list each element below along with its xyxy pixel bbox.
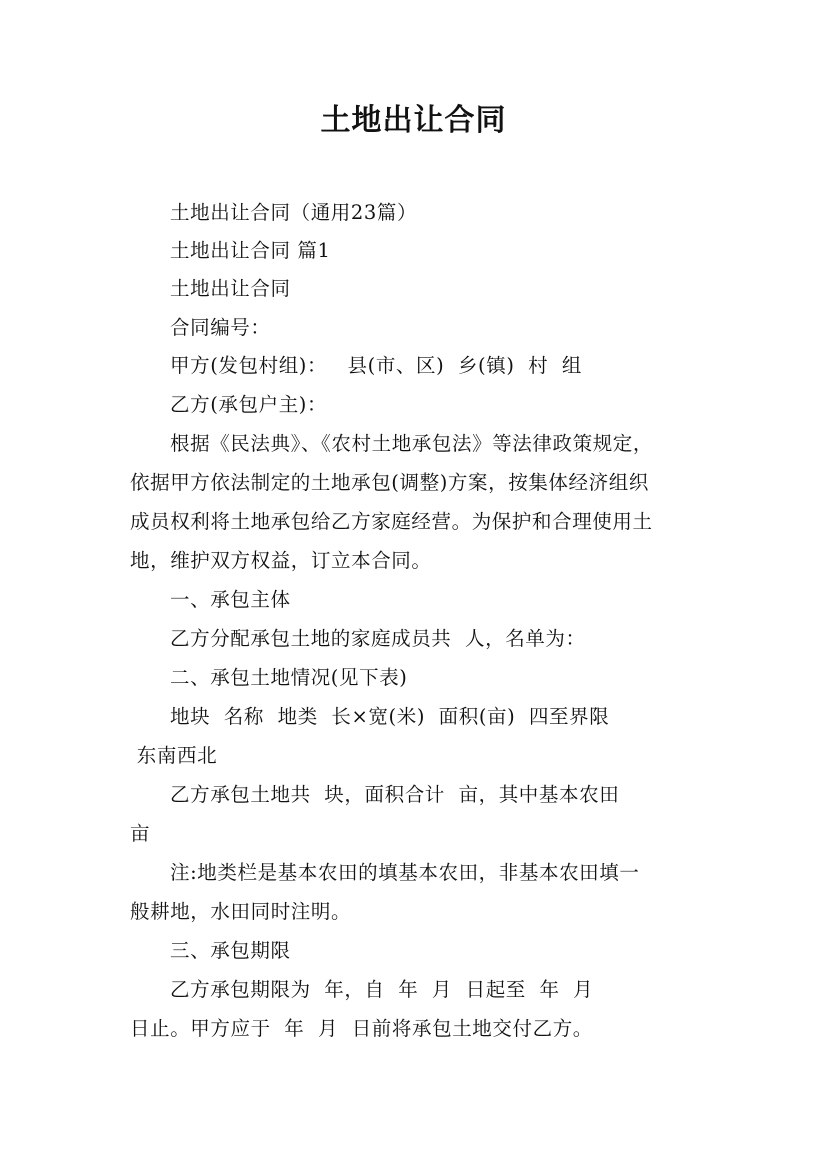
doc-line-party-b: 乙方(承包户主)： [170,393,328,416]
doc-line-paragraph: 根据《民法典》、《农村土地承包法》等法律政策规定， [170,432,654,455]
doc-line-subtitle: 土地出让合同（通用23篇） [170,201,418,224]
doc-line-article-heading: 土地出让合同 篇1 [170,239,331,262]
doc-line-contract-number: 合同编号： [170,316,271,339]
doc-line-paragraph: 地，维护双方权益，订立本合同。 [130,549,432,572]
doc-line-paragraph: 日止。甲方应于 年 月 日前将承包土地交付乙方。 [130,1017,593,1040]
doc-line-table-header: 东南西北 [130,744,218,767]
doc-line-section-heading: 二、承包土地情况(见下表) [170,666,408,689]
doc-line-note: 般耕地，水田同时注明。 [130,900,352,923]
document-title: 土地出让合同 [320,103,507,138]
doc-line-contract-name: 土地出让合同 [170,277,291,300]
doc-line-paragraph: 乙方承包土地共 块，面积合计 亩，其中基本农田 [170,783,620,806]
doc-line-note: 注:地类栏是基本农田的填基本农田，非基本农田填一 [170,861,640,884]
doc-line-paragraph: 乙方分配承包土地的家庭成员共 人，名单为： [170,627,586,650]
doc-line-section-heading: 一、承包主体 [170,588,291,611]
doc-line-table-header: 地块 名称 地类 长×宽(米) 面积(亩) 四至界限 [170,705,610,728]
doc-line-paragraph: 乙方承包期限为 年，自 年 月 日起至 年 月 [170,978,594,1001]
doc-line-party-a: 甲方(发包村组)： 县(市、区) 乡(镇) 村 组 [170,354,582,377]
doc-line-paragraph: 亩 [130,822,151,845]
doc-line-section-heading: 三、承包期限 [170,939,291,962]
doc-line-paragraph: 依据甲方依法制定的土地承包(调整)方案，按集体经济组织 [130,471,649,494]
doc-line-paragraph: 成员权利将土地承包给乙方家庭经营。为保护和合理使用土 [130,510,653,533]
